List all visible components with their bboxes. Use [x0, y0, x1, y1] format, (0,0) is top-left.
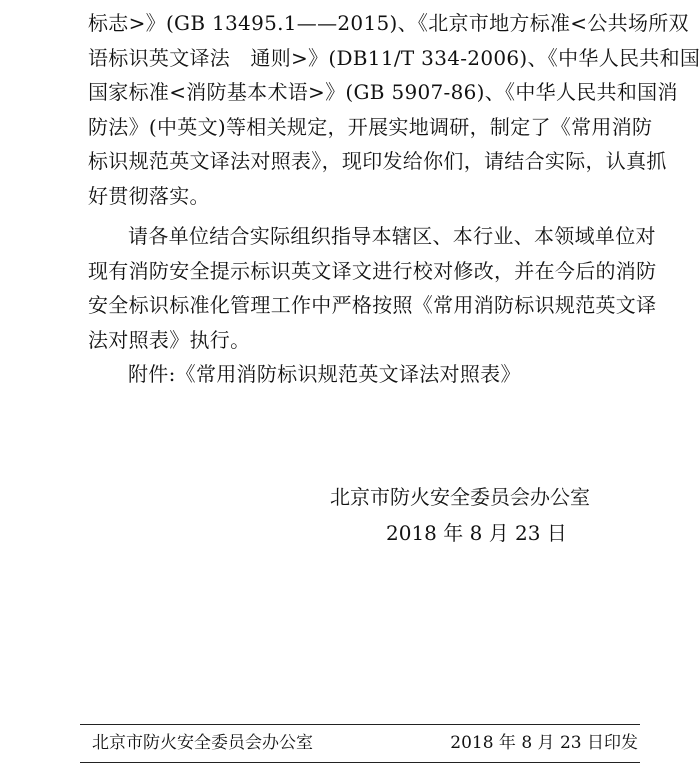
paragraph-1-line: 语标识英文译法 通则>》(DB11/T 334-2006)、《中华人民共和国	[88, 45, 700, 70]
paragraph-1-line: 防法》(中英文)等相关规定，开展实地调研，制定了《常用消防	[88, 114, 653, 139]
footer-bottom-rule	[80, 762, 640, 763]
footer-issuer: 北京市防火安全委员会办公室	[92, 733, 313, 753]
body-text	[88, 6, 700, 392]
paragraph-2-line: 法对照表》执行。	[88, 327, 251, 352]
paragraph-2-line: 现有消防安全提示标识英文译文进行校对修改，并在今后的消防	[88, 258, 657, 283]
footer-top-rule	[80, 724, 640, 725]
signature-organization: 北京市防火安全委员会办公室	[330, 485, 590, 509]
paragraph-1-line: 国家标准<消防基本术语>》(GB 5907-86)、《中华人民共和国消	[88, 80, 678, 104]
footer-issue-date: 2018 年 8 月 23 日印发	[450, 733, 638, 753]
paragraph-1-line: 标识规范英文译法对照表》，现印发给你们，请结合实际，认真抓	[88, 149, 667, 173]
paragraph-1-line: 标志>》(GB 13495.1——2015)、《北京市地方标准<公共场所双	[88, 11, 689, 35]
paragraph-2-line: 安全标识标准化管理工作中严格按照《常用消防标识规范英文译	[88, 293, 657, 317]
signature-date: 2018 年 8 月 23 日	[386, 521, 567, 545]
paragraph-2-line: 请各单位结合实际组织指导本辖区、本行业、本领域单位对	[128, 224, 656, 248]
attachment-line: 附件:《常用消防标识规范英文译法对照表》	[128, 362, 521, 386]
paragraph-1-line: 好贯彻落实。	[88, 183, 210, 208]
